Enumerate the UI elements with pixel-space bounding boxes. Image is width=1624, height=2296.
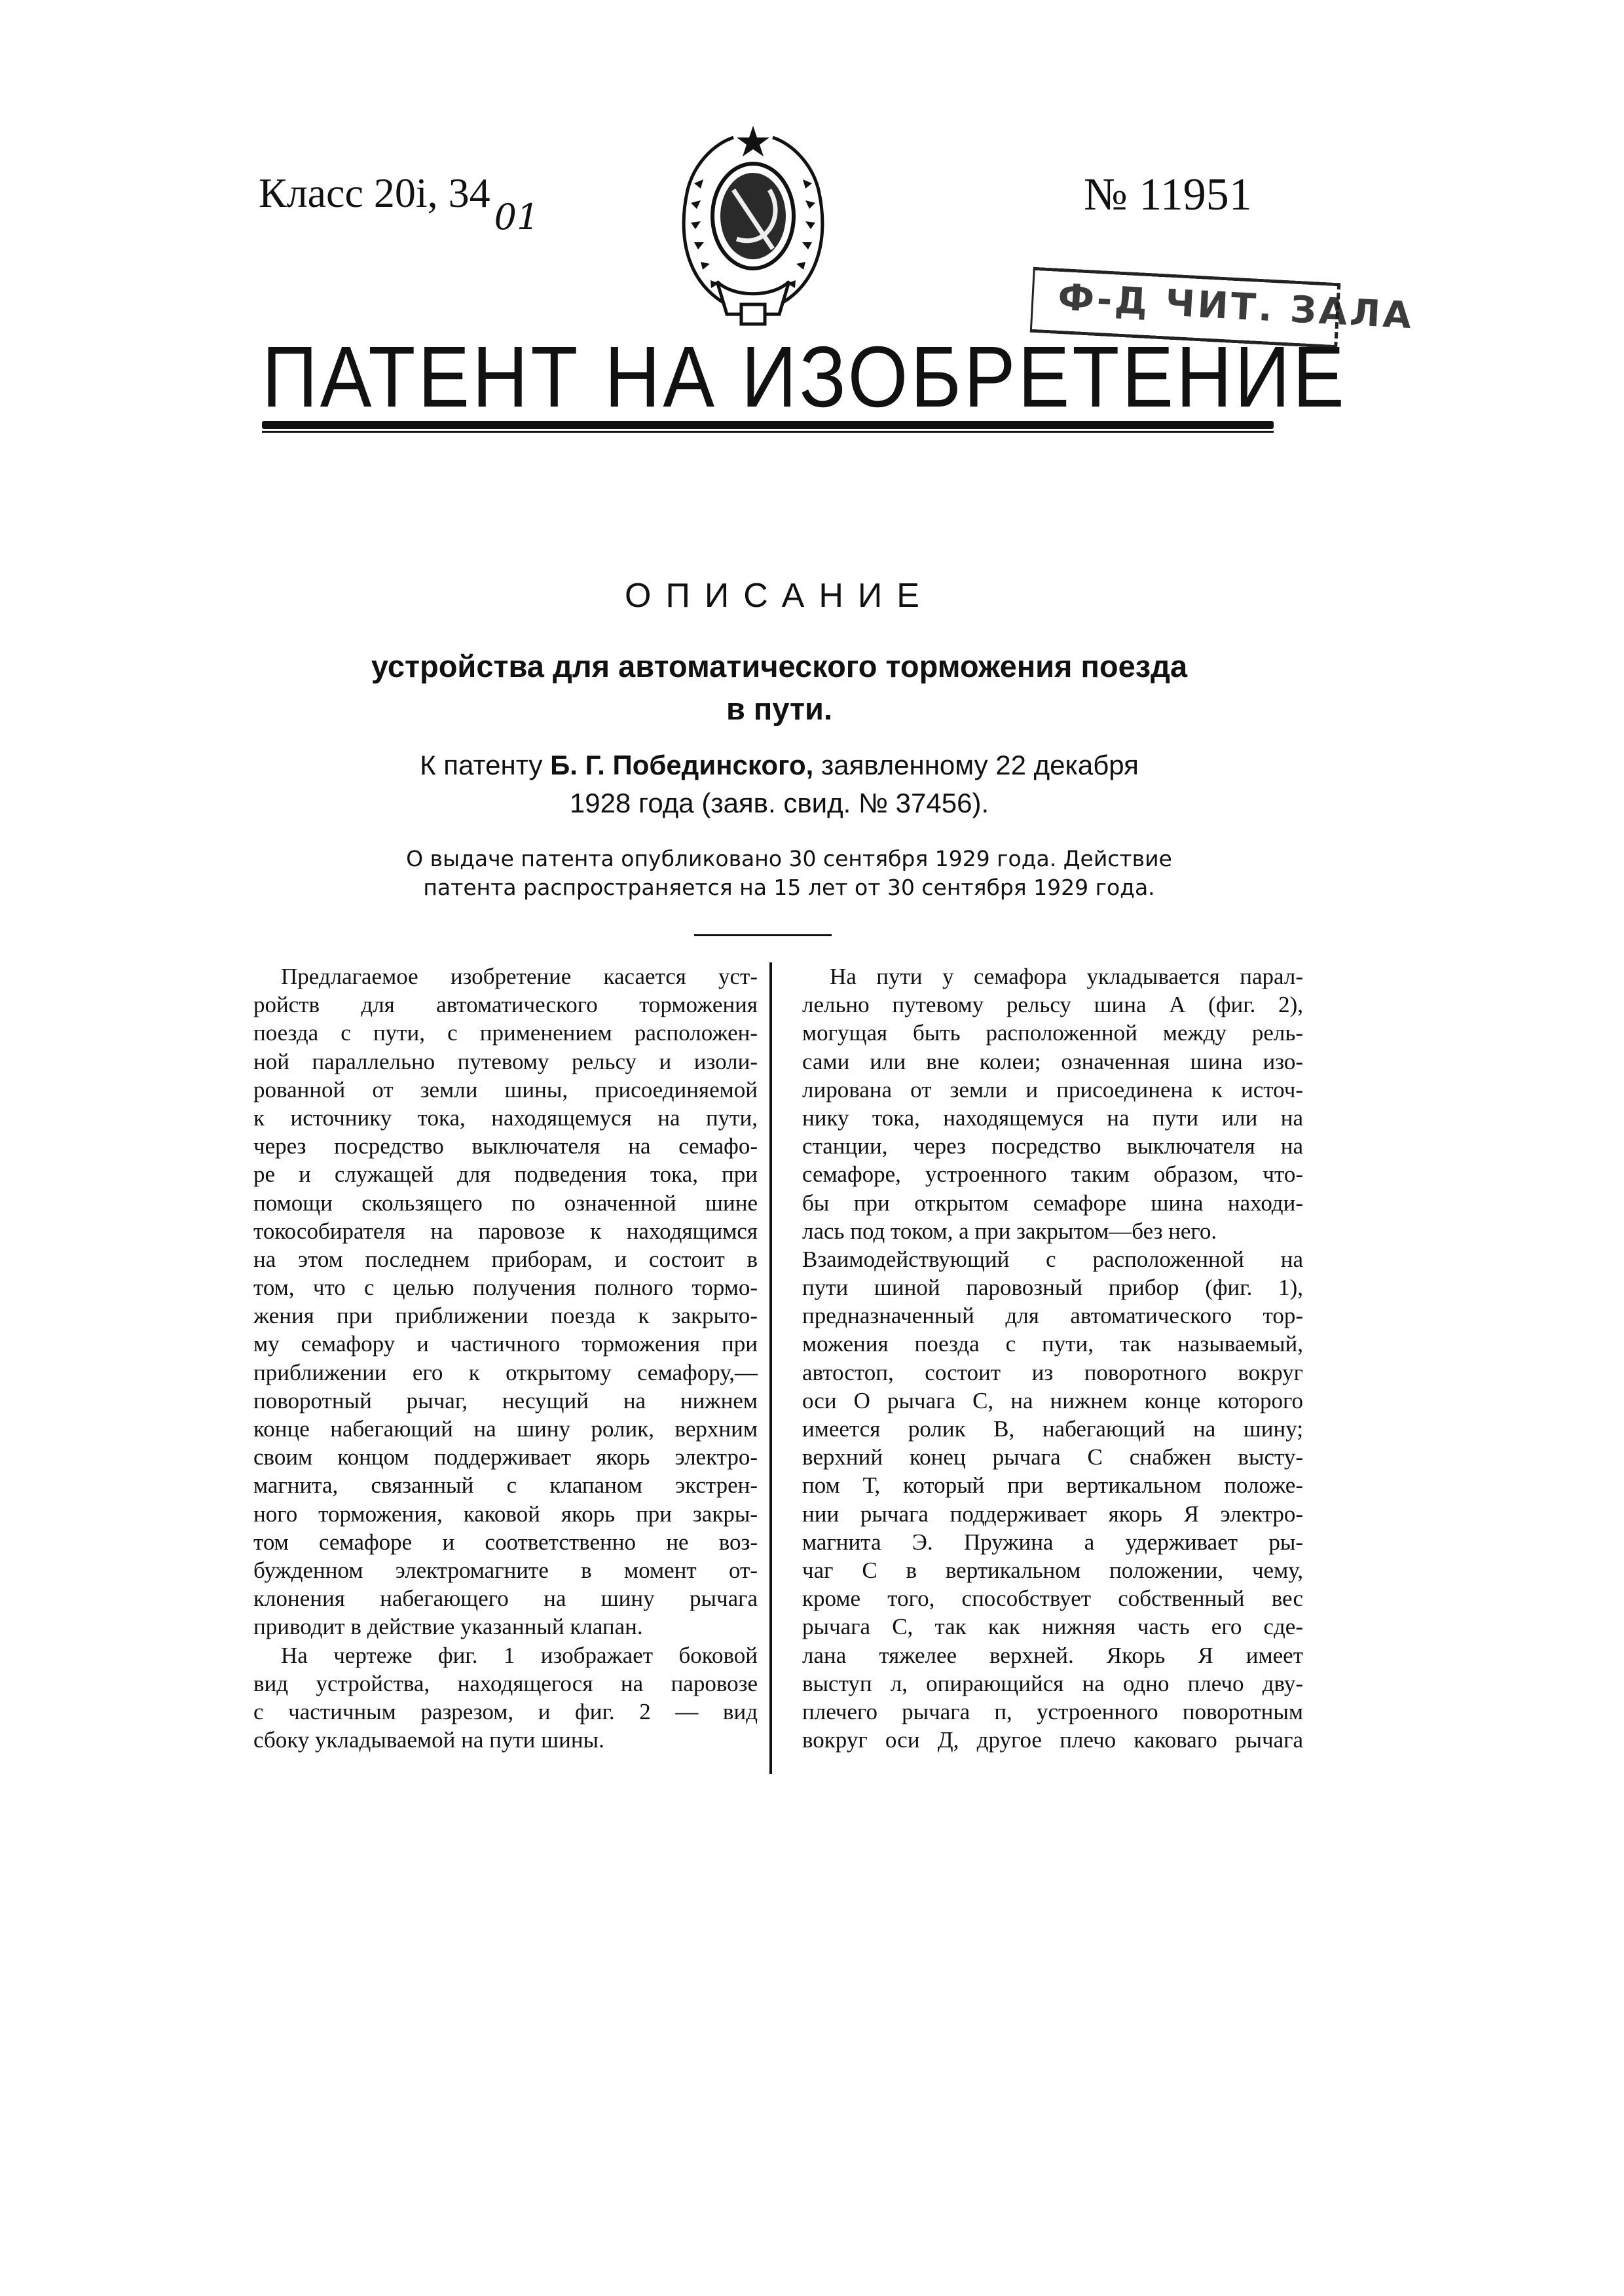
- text-line: конце набегающий на шину ролик, верхним: [253, 1415, 758, 1443]
- body-column-right: [802, 962, 1303, 1754]
- text-line: предназначенный для автоматического тор-: [802, 1302, 1303, 1330]
- text-line: пути шиной паровозный прибор (фиг. 1),: [802, 1273, 1303, 1302]
- text-line: сами или вне колеи; означенная шина изо-: [802, 1048, 1303, 1076]
- text-line: Предлагаемое изобретение касается уст-: [253, 962, 758, 991]
- text-line: вид устройства, находящегося на паровозе: [253, 1669, 758, 1698]
- section-separator: [694, 934, 832, 936]
- text-line: приближении его к открытому семафору,—: [253, 1358, 758, 1387]
- text-line: с частичным разрезом, и фиг. 2 — вид: [253, 1698, 758, 1726]
- text-line: помощи скользящего по означенной шине: [253, 1189, 758, 1217]
- text-line: станции, через посредство выключателя на: [802, 1132, 1303, 1160]
- text-line: Взаимодействующий с расположенной на: [802, 1245, 1303, 1273]
- text-line: оси О рычага С, на нижнем конце которого: [802, 1387, 1303, 1415]
- text-line: ре и служащей для подведения тока, при: [253, 1160, 758, 1188]
- patentee-line-1: [314, 746, 1244, 784]
- text-line: ного торможения, каковой якорь при закры-: [253, 1500, 758, 1528]
- class-handwritten-note: 01: [494, 196, 540, 238]
- text-line: приводит в действие указанный клапан.: [253, 1613, 758, 1641]
- text-line: поезда с пути, с применением расположен-: [253, 1019, 758, 1047]
- text-line: му семафору и частичного торможения при: [253, 1330, 758, 1358]
- text-line: токособирателя на паровозе к находящимся: [253, 1217, 758, 1245]
- patentee-filing: заявленному 22 декабря: [821, 750, 1139, 780]
- text-line: поворотный рычаг, несущий на нижнем: [253, 1387, 758, 1415]
- stamp-text: Ф-Д ЧИТ. ЗАЛА: [1057, 276, 1415, 337]
- text-line: лирована от земли и присоединена к источ-: [802, 1076, 1303, 1104]
- class-label: Класс 20i, 34: [259, 170, 490, 216]
- text-line: выступ л, опирающийся на одно плечо дву-: [802, 1669, 1303, 1698]
- text-line: нии рычага поддерживает якорь Я электро-: [802, 1500, 1303, 1528]
- text-line: На чертеже фиг. 1 изображает боковой: [253, 1641, 758, 1669]
- subject-line-1: устройства для автоматического торможения поезда: [314, 645, 1244, 687]
- text-line: магнита Э. Пружина а удерживает ры-: [802, 1528, 1303, 1556]
- text-line: ройств для автоматического торможения: [253, 991, 758, 1019]
- text-line: вокруг оси Д, другое плечо каковаго рычага: [802, 1726, 1303, 1754]
- patentee-line-2: 1928 года (заяв. свид. № 37456).: [314, 784, 1244, 822]
- patentee-name: Б. Г. Побединского,: [550, 750, 813, 780]
- state-emblem-icon: [655, 118, 851, 327]
- patent-class: [259, 169, 539, 217]
- text-line: лась под током, а при закрытом—без него.: [802, 1217, 1303, 1245]
- text-line: своим концом поддерживает якорь электро-: [253, 1443, 758, 1471]
- text-line: кроме того, способствует собственный вес: [802, 1584, 1303, 1613]
- text-line: семафоре, устроенного таким образом, что-: [802, 1160, 1303, 1188]
- text-line: ной параллельно путевому рельсу и изоли-: [253, 1048, 758, 1076]
- text-line: к источнику тока, находящемуся на пути,: [253, 1104, 758, 1132]
- publication-info: [354, 845, 1225, 902]
- text-line: том, что с целью получения полного тормо-: [253, 1273, 758, 1302]
- text-line: пом Т, который при вертикальном положе-: [802, 1471, 1303, 1499]
- text-line: рычага С, так как нижняя часть его сде-: [802, 1613, 1303, 1641]
- text-line: плечего рычага п, устроенного поворотным: [802, 1698, 1303, 1726]
- subject-line-2: в пути.: [314, 687, 1244, 730]
- text-line: жения при приближении поезда к закрыто-: [253, 1302, 758, 1330]
- text-line: магнита, связанный с клапаном экстрен-: [253, 1471, 758, 1499]
- document-title: ПАТЕНТ НА ИЗОБРЕТЕНИЕ: [262, 327, 1297, 427]
- text-line: автостоп, состоит из поворотного вокруг: [802, 1358, 1303, 1387]
- patent-number: № 11951: [1084, 169, 1252, 221]
- text-line: верхний конец рычага С снабжен высту-: [802, 1443, 1303, 1471]
- text-line: чаг С в вертикальном положении, чему,: [802, 1556, 1303, 1584]
- column-divider: [769, 962, 772, 1774]
- text-line: можения поезда с пути, так называемый,: [802, 1330, 1303, 1358]
- text-line: бужденном электромагните в момент от-: [253, 1556, 758, 1584]
- body-column-left: [253, 962, 758, 1754]
- patentee-info: [314, 746, 1244, 822]
- text-line: на этом последнем приборам, и состоит в: [253, 1245, 758, 1273]
- publication-line-2: патента распространяется на 15 лет от 30 сентября 1929 года.: [354, 873, 1225, 902]
- text-line: имеется ролик В, набегающий на шину;: [802, 1415, 1303, 1443]
- text-line: нику тока, находящемуся на пути или на: [802, 1104, 1303, 1132]
- text-line: рованной от земли шины, присоединяемой: [253, 1076, 758, 1104]
- text-line: бы при открытом семафоре шина находи-: [802, 1189, 1303, 1217]
- text-line: могущая быть расположенной между рель-: [802, 1019, 1303, 1047]
- text-line: клонения набегающего на шину рычага: [253, 1584, 758, 1613]
- publication-line-1: О выдаче патента опубликовано 30 сентября 1929 года. Действие: [354, 845, 1225, 873]
- text-line: лана тяжелее верхней. Якорь Я имеет: [802, 1641, 1303, 1669]
- text-line: сбоку укладываемой на пути шины.: [253, 1726, 758, 1754]
- patentee-prefix: К патенту: [420, 750, 542, 780]
- text-line: через посредство выключателя на семафо-: [253, 1132, 758, 1160]
- text-line: том семафоре и соответственно не воз-: [253, 1528, 758, 1556]
- title-rule-thick: [262, 421, 1274, 429]
- title-rule-thin: [262, 431, 1274, 433]
- text-line: лельно путевому рельсу шина А (фиг. 2),: [802, 991, 1303, 1019]
- invention-subject: [314, 645, 1244, 730]
- text-line: На пути у семафора укладывается парал-: [802, 962, 1303, 991]
- description-heading: ОПИСАНИЕ: [262, 576, 1297, 615]
